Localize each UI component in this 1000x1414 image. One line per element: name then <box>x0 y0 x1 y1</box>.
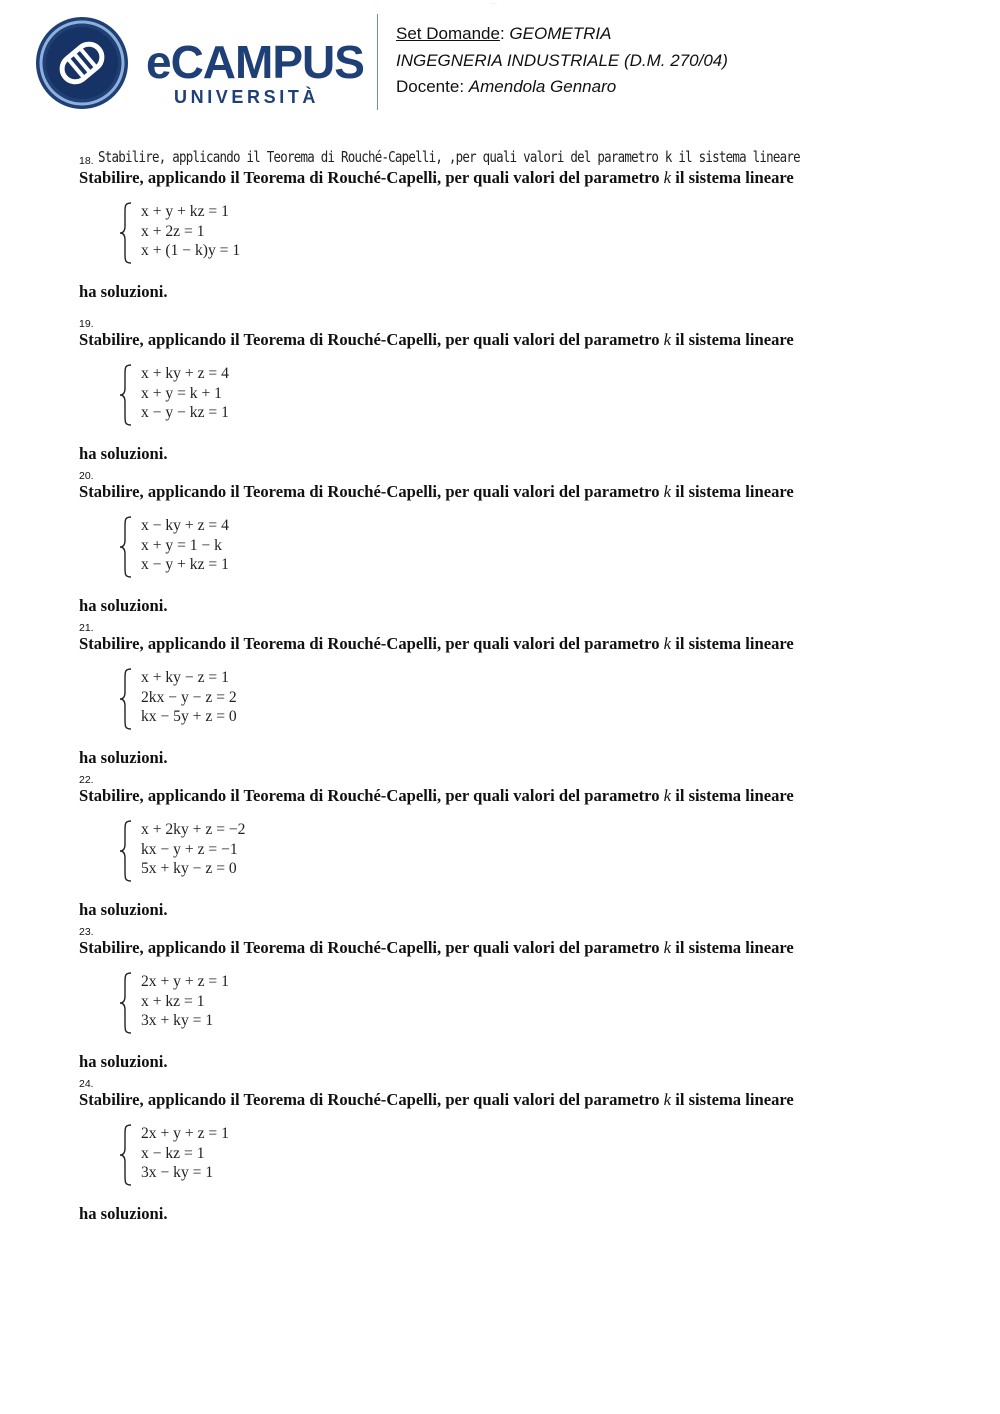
equation: 2x + y + z = 1 <box>141 973 229 990</box>
equation: x + y = k + 1 <box>141 384 222 402</box>
question-20 <box>79 470 939 616</box>
equation: 5x + ky − z = 0 <box>141 860 237 877</box>
question-prompt: Stabilire, applicando il Teorema di Rouché-Capelli, per quali valori del parametro k il sistema lineare <box>79 634 794 653</box>
teacher-name: Amendola Gennaro <box>468 77 617 96</box>
question-closing: ha soluzioni. <box>79 900 168 919</box>
left-brace-icon <box>119 202 133 264</box>
left-brace-icon <box>119 364 133 426</box>
linear-system <box>119 364 939 426</box>
question-24 <box>79 1078 939 1224</box>
question-closing: ha soluzioni. <box>79 1204 168 1223</box>
teacher-label: Docente: <box>396 77 465 96</box>
top-mark: ...... <box>490 0 497 5</box>
equation: 3x + ky = 1 <box>141 1012 214 1029</box>
question-number: 24. <box>79 1078 94 1090</box>
subject: GEOMETRIA <box>509 24 612 43</box>
question-number: 19. <box>79 318 94 330</box>
left-brace-icon <box>119 668 133 730</box>
question-closing: ha soluzioni. <box>79 444 168 463</box>
question-21 <box>79 622 939 768</box>
equation: 2x + y + z = 1 <box>141 1125 229 1142</box>
equations <box>141 202 240 261</box>
question-number: 20. <box>79 470 94 482</box>
equation: x + ky − z = 1 <box>141 669 229 686</box>
header-teacher-line <box>396 74 728 101</box>
equations <box>141 668 237 727</box>
left-brace-icon <box>119 516 133 578</box>
logo-subtitle-text: UNIVERSITÀ <box>174 87 320 107</box>
question-number: 21. <box>79 622 94 634</box>
equation: x − y + kz = 1 <box>141 556 229 573</box>
question-closing: ha soluzioni. <box>79 596 168 615</box>
question-18-first-line <box>79 148 939 168</box>
course: INGEGNERIA INDUSTRIALE (D.M. 270/04) <box>396 50 728 70</box>
equations <box>141 364 229 423</box>
equation: x + y = 1 − k <box>141 536 222 554</box>
question-prompt: Stabilire, applicando il Teorema di Rouché-Capelli, per quali valori del parametro k il sistema lineare <box>79 168 794 187</box>
equations <box>141 820 245 879</box>
left-brace-icon <box>119 1124 133 1186</box>
equation: kx − 5y + z = 0 <box>141 708 237 725</box>
equation: x + 2ky + z = −2 <box>141 821 246 838</box>
equations <box>141 972 229 1031</box>
question-22 <box>79 774 939 920</box>
equation: x − kz = 1 <box>141 1144 205 1162</box>
header-set-line: Set Domande: GEOMETRIA <box>396 24 612 43</box>
question-number: 23. <box>79 926 94 938</box>
question-19 <box>79 318 939 464</box>
linear-system <box>119 668 939 730</box>
page-header <box>0 0 1000 120</box>
equation: x + ky + z = 4 <box>141 365 229 382</box>
linear-system <box>119 516 939 578</box>
question-prompt: Stabilire, applicando il Teorema di Rouché-Capelli, per quali valori del parametro k il sistema lineare <box>79 1090 794 1109</box>
left-brace-icon <box>119 972 133 1034</box>
header-course-line <box>396 48 728 75</box>
university-logo <box>34 14 364 112</box>
set-label: Set Domande <box>396 24 500 43</box>
equations <box>141 1124 229 1183</box>
question-closing: ha soluzioni. <box>79 1052 168 1071</box>
equation: 2kx − y − z = 2 <box>141 688 237 706</box>
question-number: 18. <box>79 155 94 167</box>
equation: x + kz = 1 <box>141 992 205 1010</box>
equation: x + (1 − k)y = 1 <box>141 242 241 259</box>
question-prompt: Stabilire, applicando il Teorema di Rouché-Capelli, per quali valori del parametro k il sistema lineare <box>79 482 794 501</box>
question-prompt: Stabilire, applicando il Teorema di Rouché-Capelli, per quali valori del parametro k il sistema lineare <box>79 786 794 805</box>
equation: x − ky + z = 4 <box>141 517 229 534</box>
question-closing: ha soluzioni. <box>79 282 168 301</box>
equation: x + 2z = 1 <box>141 222 205 240</box>
linear-system <box>119 972 939 1034</box>
equation: x − y − kz = 1 <box>141 404 229 421</box>
linear-system <box>119 1124 939 1186</box>
question-number: 22. <box>79 774 94 786</box>
question-prompt: Stabilire, applicando il Teorema di Rouché-Capelli, per quali valori del parametro k il sistema lineare <box>79 330 794 349</box>
question-prompt-mono: Stabilire, applicando il Teorema di Rouché-Capelli, ,per quali valori del parametro k il sistema lineare <box>97 148 800 166</box>
question-closing: ha soluzioni. <box>79 748 168 767</box>
question-18 <box>79 148 939 302</box>
equation: x + y + kz = 1 <box>141 203 229 220</box>
left-brace-icon <box>119 820 133 882</box>
equation: kx − y + z = −1 <box>141 840 238 858</box>
equations <box>141 516 229 575</box>
question-23 <box>79 926 939 1072</box>
header-info <box>396 21 728 101</box>
linear-system <box>119 820 939 882</box>
equation: 3x − ky = 1 <box>141 1164 214 1181</box>
linear-system <box>119 202 939 264</box>
question-prompt: Stabilire, applicando il Teorema di Rouché-Capelli, per quali valori del parametro k il sistema lineare <box>79 938 794 957</box>
header-divider <box>377 14 378 110</box>
logo-brand-text: eCAMPUS <box>146 36 364 88</box>
